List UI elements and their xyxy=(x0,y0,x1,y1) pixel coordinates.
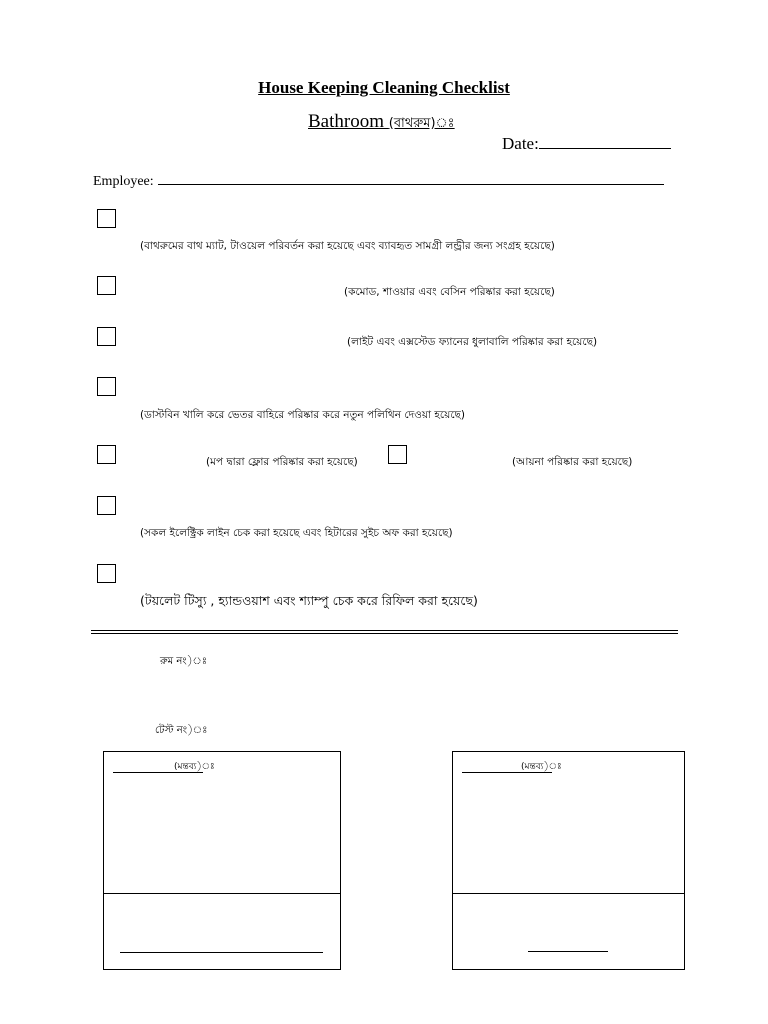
date-field[interactable] xyxy=(502,134,671,154)
checkbox-bath-mat-towel[interactable] xyxy=(97,209,116,228)
checklist-item-electric-heater: (সকল ইলেক্ট্রিক লাইন চেক করা হয়েছে এবং হিটারের সুইচ অফ করা হয়েছে) xyxy=(140,527,453,539)
employee-blank-line[interactable] xyxy=(158,172,664,185)
checklist-item-bath-mat-towel: (বাথরুমের বাথ ম্যাট, টাওয়েল পরিবর্তন করা হয়েছে এবং ব্যাবহৃত সামগ্রী লন্ড্রীর জন্য সংগ্রহ হয়েছে) xyxy=(140,240,555,252)
checklist-item-mirror: (আয়না পরিষ্কার করা হয়েছে) xyxy=(512,456,633,468)
checkbox-dustbin[interactable] xyxy=(97,377,116,396)
checkbox-light-exhaust-fan[interactable] xyxy=(97,327,116,346)
double-rule-top xyxy=(91,630,678,631)
checkbox-toiletries-refill[interactable] xyxy=(97,564,116,583)
checkbox-commode-shower-basin[interactable] xyxy=(97,276,116,295)
checklist-item-mop-floor: (মপ দ্বারা ফ্লোর পরিষ্কার করা হয়েছে) xyxy=(206,456,358,468)
room-number-label: রুম নং)ঃ xyxy=(160,656,208,667)
section-title-en: Bathroom xyxy=(308,111,384,132)
right-box-divider xyxy=(453,893,684,894)
section-title-bn: (বাথরুম)ঃ xyxy=(388,116,455,131)
left-signature-line[interactable] xyxy=(120,952,323,953)
test-number-label: টেস্ট নং)ঃ xyxy=(155,725,208,736)
left-box-divider xyxy=(104,893,340,894)
checklist-item-commode-shower-basin: (কমোড, শাওয়ার এবং বেসিন পরিষ্কার করা হয়েছে) xyxy=(344,286,555,298)
left-comment-box[interactable] xyxy=(103,751,341,970)
date-blank-line[interactable] xyxy=(539,134,671,149)
left-comment-label: (মন্তব্য)ঃ xyxy=(174,762,215,772)
right-comment-label: (মন্তব্য)ঃ xyxy=(521,762,562,772)
checklist-item-dustbin: (ডাস্টবিন খালি করে ভেতর বাহিরে পরিষ্কার করে নতুন পলিথিন দেওয়া হয়েছে) xyxy=(140,409,465,421)
checklist-item-light-exhaust-fan: (লাইট এবং এক্সস্টেড ফ্যানের ধুলাবালি পরিষ্কার করা হয়েছে) xyxy=(347,336,598,348)
checklist-item-toiletries-refill: (টয়লেট টিস্যু , হ্যান্ডওয়াশ এবং শ্যাম্পু চেক করে রিফিল করা হয়েছে) xyxy=(140,593,478,608)
date-label: Date: xyxy=(502,134,539,153)
checkbox-mop-floor[interactable] xyxy=(97,445,116,464)
right-comment-box[interactable] xyxy=(452,751,685,970)
section-title xyxy=(308,111,455,135)
right-signature-line[interactable] xyxy=(528,951,608,952)
employee-field[interactable] xyxy=(93,172,664,190)
checkbox-mirror[interactable] xyxy=(388,445,407,464)
employee-label: Employee: xyxy=(93,174,154,189)
checkbox-electric-heater[interactable] xyxy=(97,496,116,515)
double-rule-bottom xyxy=(91,633,678,634)
page-title: House Keeping Cleaning Checklist xyxy=(258,78,510,97)
